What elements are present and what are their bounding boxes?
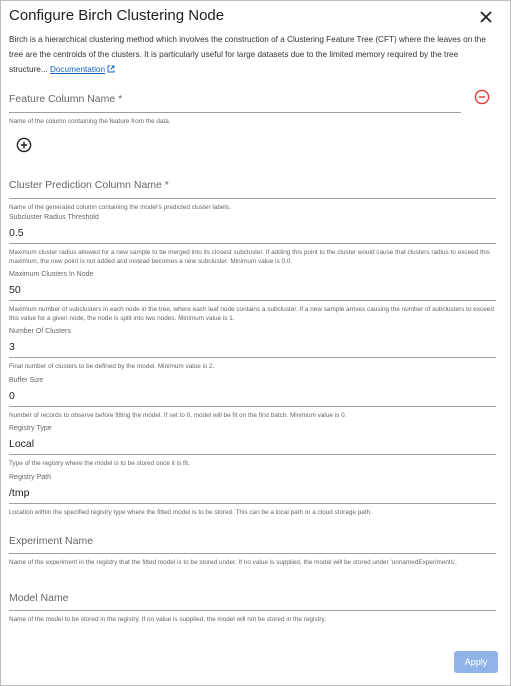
remove-feature-column-button[interactable] xyxy=(474,89,490,105)
experiment-name-input[interactable] xyxy=(9,553,496,554)
model-name-input[interactable] xyxy=(9,610,496,611)
add-circle-icon xyxy=(16,137,32,153)
num-clusters-help: Final number of clusters to be defined by the model. Minimum value is 2. xyxy=(9,363,215,370)
dialog-title: Configure Birch Clustering Node xyxy=(9,7,225,24)
cluster-prediction-label: Cluster Prediction Column Name * xyxy=(9,179,169,191)
buffer-size-underline xyxy=(9,406,496,407)
registry-path-underline xyxy=(9,503,496,504)
subcluster-radius-field[interactable] xyxy=(9,214,496,266)
feature-column-label: Feature Column Name * xyxy=(9,93,123,105)
registry-path-field[interactable] xyxy=(9,474,496,517)
num-clusters-field[interactable] xyxy=(9,328,496,371)
model-name-field[interactable] xyxy=(9,592,496,624)
buffer-size-help: Number of records to observe before fitting the model. If set to 0, model will be fit on the first batch. Minimum value is 0. xyxy=(9,412,347,419)
apply-button[interactable]: Apply xyxy=(454,651,498,673)
external-link-icon xyxy=(107,65,115,73)
close-icon xyxy=(476,7,496,27)
experiment-name-field[interactable] xyxy=(9,535,496,567)
num-clusters-label: Number Of Clusters xyxy=(9,328,71,335)
registry-path-help: Location within the specified registry type where the fitted model is to be stored. This can be a local path or a cloud storage path. xyxy=(9,509,372,516)
max-clusters-input[interactable]: 50 xyxy=(9,284,21,296)
documentation-link[interactable]: Documentation xyxy=(49,65,106,74)
subcluster-radius-input[interactable]: 0.5 xyxy=(9,227,24,239)
experiment-name-label: Experiment Name xyxy=(9,535,94,547)
max-clusters-help: Maximum number of subclusters in each node in the tree, where each leaf node contains a subcluster. If a new sample arrives causing the number of subclusters to exceed this value for a given node, the node is split into two nodes. Minimum value is 1. xyxy=(9,306,494,322)
registry-type-help: Type of the registry where the model is to be stored once it is fit. xyxy=(9,460,190,467)
cluster-prediction-input[interactable] xyxy=(9,198,496,199)
experiment-name-help: Name of the experiment in the registry that the fitted model is to be stored under. If no value is supplied, the model will be stored under 'unnamedExperiments'. xyxy=(9,559,457,566)
feature-column-field[interactable] xyxy=(9,93,461,126)
description-text: Birch is a hierarchical clustering method which involves the construction of a Clustering Feature Tree (CFT) where the leaves on the tree are the centroids of the clusters. It is particularly useful for large datasets due to the limited memory required by the tree structure... xyxy=(9,35,486,74)
add-feature-column-button[interactable] xyxy=(16,137,32,153)
model-name-help: Name of the model to be stored in the registry. If no value is supplied, the model will not be stored in the registry. xyxy=(9,616,326,623)
cluster-prediction-field[interactable] xyxy=(9,179,496,212)
max-clusters-label: Maximum Clusters In Node xyxy=(9,271,94,278)
num-clusters-underline xyxy=(9,357,496,358)
registry-path-label: Registry Path xyxy=(9,474,52,481)
max-clusters-field[interactable] xyxy=(9,271,496,323)
buffer-size-label: Buffer Size xyxy=(9,377,44,384)
feature-column-help: Name of the column containing the feature from the data. xyxy=(9,118,171,125)
subcluster-radius-underline xyxy=(9,243,496,244)
buffer-size-field[interactable] xyxy=(9,377,496,420)
subcluster-radius-help: Maximum cluster radius allowed for a new sample to be merged into its closest subcluster. If adding this point to the cluster would cause that clusters radius to exceed this maximum, the new point is not added and instead becomes a new subcluster. Minimum value is 0.0. xyxy=(9,249,490,265)
registry-path-input[interactable]: /tmp xyxy=(9,487,30,499)
buffer-size-input[interactable]: 0 xyxy=(9,390,15,402)
cluster-prediction-help: Name of the generated column containing the model's predicted cluster labels. xyxy=(9,204,231,211)
num-clusters-input[interactable]: 3 xyxy=(9,341,15,353)
registry-type-label: Registry Type xyxy=(9,425,52,432)
feature-column-input[interactable] xyxy=(9,112,461,113)
subcluster-radius-label: Subcluster Radius Threshold xyxy=(9,214,99,221)
registry-type-field[interactable] xyxy=(9,425,496,468)
close-button[interactable] xyxy=(476,7,496,27)
remove-circle-icon xyxy=(474,89,490,105)
model-name-label: Model Name xyxy=(9,592,69,604)
dialog-description xyxy=(9,32,499,77)
max-clusters-underline xyxy=(9,300,496,301)
registry-type-select[interactable]: Local xyxy=(9,438,35,450)
registry-type-underline xyxy=(9,454,496,455)
